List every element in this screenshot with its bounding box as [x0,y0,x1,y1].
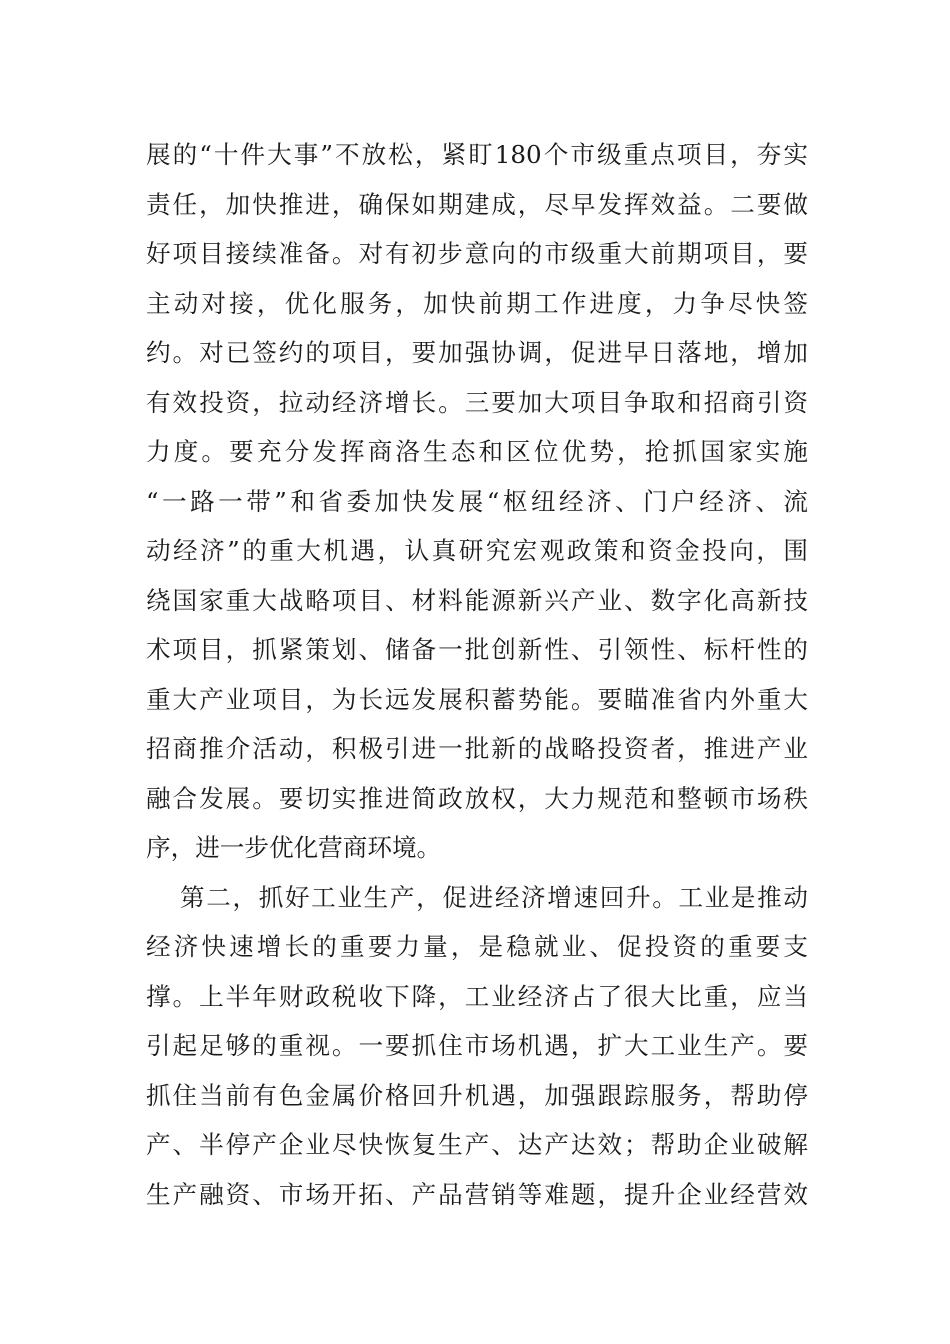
text-line: 力度。要充分发挥商洛生态和区位优势，抢抓国家实施 [146,437,808,466]
text-line: 融合发展。要切实推进简政放权，大力规范和整顿市场秩 [146,783,808,813]
document-body [146,130,808,1219]
text-line: 引起足够的重视。一要抓住市场机遇，扩大工业生产。要 [146,1031,808,1060]
text-line: 产、半停产企业尽快恢复生产、达产达效；帮助企业破解 [146,1130,808,1159]
text-line: 重大产业项目，为长远发展积蓄势能。要瞄准省内外重大 [146,684,808,714]
text-line: “一路一带”和省委加快发展“枢纽经济、门户经济、流 [146,486,808,516]
paragraph-2 [146,873,808,1220]
text-line: 生产融资、市场开拓、产品营销等难题，提升企业经营效 [146,1179,808,1209]
text-line: 术项目，抓紧策划、储备一批创新性、引领性、标杆性的 [146,635,808,664]
text-line: 绕国家重大战略项目、材料能源新兴产业、数字化高新技 [146,585,808,615]
text-line: 招商推介活动，积极引进一批新的战略投资者，推进产业 [146,734,808,763]
text-line: 主动对接，优化服务，加快前期工作进度，力争尽快签 [146,288,808,318]
text-line: 动经济”的重大机遇，认真研究宏观政策和资金投向，围 [146,536,808,565]
text-line: 经济快速增长的重要力量，是稳就业、促投资的重要支 [146,932,808,961]
text-line: 责任，加快推进，确保如期建成，尽早发挥效益。二要做 [146,189,808,219]
text-line: 好项目接续准备。对有初步意向的市级重大前期项目，要 [146,239,808,268]
text-line: 撑。上半年财政税收下降，工业经济占了很大比重，应当 [146,981,808,1011]
text-line: 序，进一步优化营商环境。 [146,833,442,862]
text-line: 抓住当前有色金属价格回升机遇，加强跟踪服务，帮助停 [146,1080,808,1110]
paragraph-1 [146,130,808,873]
text-line: 展的“十件大事”不放松，紧盯180个市级重点项目，夯实 [146,140,808,169]
text-line: 有效投资，拉动经济增长。三要加大项目争取和招商引资 [146,387,808,417]
text-line: 第二，抓好工业生产，促进经济增速回升。工业是推动 [180,882,808,912]
text-line: 约。对已签约的项目，要加强协调，促进早日落地，增加 [146,338,808,367]
